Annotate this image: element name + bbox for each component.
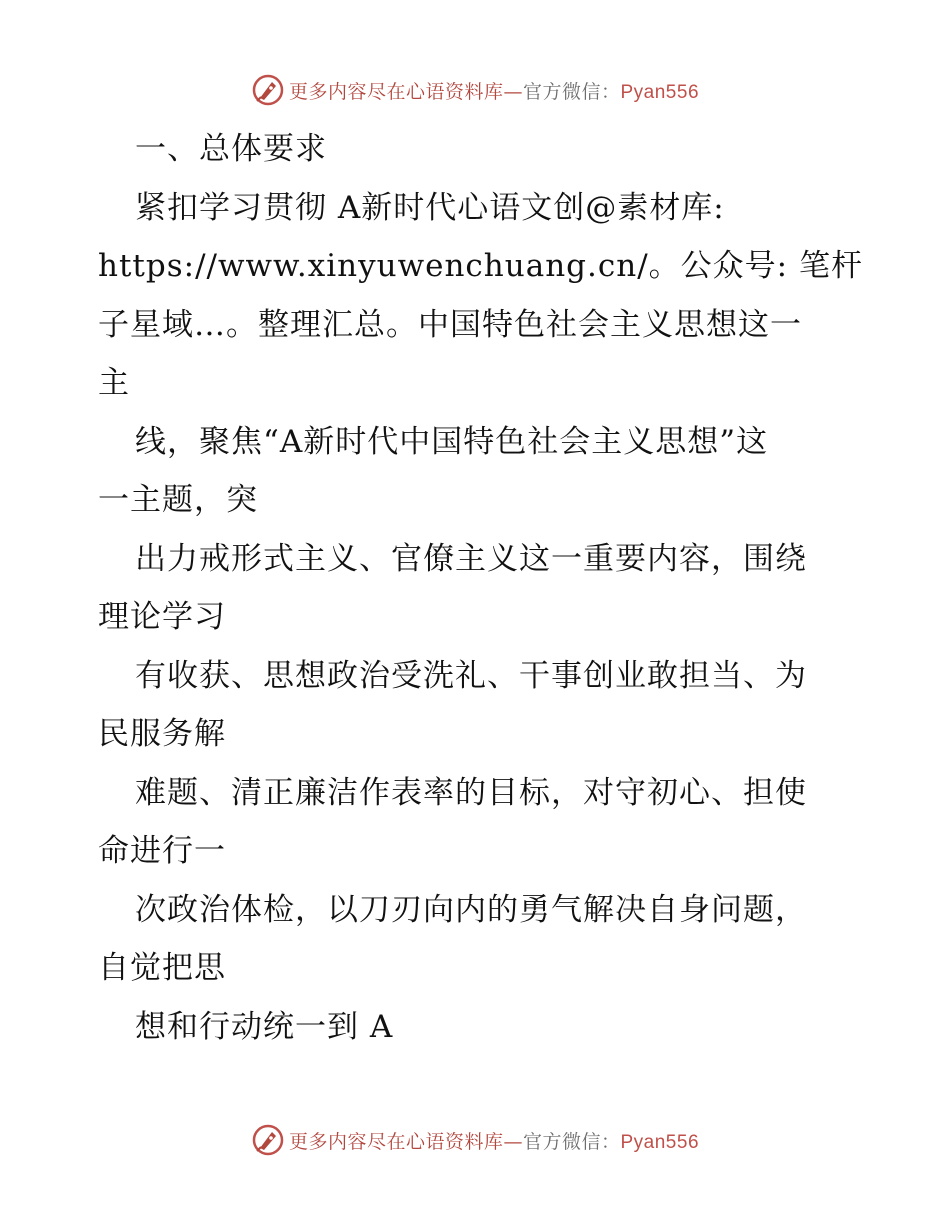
paragraph-line: 命进行一 [98, 833, 226, 869]
pen-nib-logo-icon [251, 1123, 285, 1157]
paragraph-line: 出力戒形式主义、官僚主义这一重要内容，围绕 [135, 540, 807, 577]
paragraph-line: 主 [98, 365, 130, 401]
paragraph-line: 民服务解 [98, 716, 226, 752]
paragraph-line: https://www.xinyuwenchuang.cn/。公众号: 笔杆 [98, 248, 863, 284]
paragraph-line: 自觉把思 [98, 950, 226, 986]
header-banner [0, 70, 950, 110]
paragraph-line: 子星域…。整理汇总。中国特色社会主义思想这一 [98, 306, 802, 343]
paragraph-line: 有收获、思想政治受洗礼、干事创业敢担当、为 [135, 657, 807, 694]
paragraph-line: 想和行动统一到 A [135, 1008, 394, 1045]
section-heading: 一、总体要求 [135, 131, 327, 167]
banner-text: 更多内容尽在心语资料库—官方微信：Pyan556 [288, 1130, 700, 1153]
paragraph-line: 线，聚焦“A新时代中国特色社会主义思想”这 [135, 423, 769, 460]
paragraph-line: 理论学习 [98, 599, 226, 635]
paragraph-line: 紧扣学习贯彻 A新时代心语文创@素材库: [135, 189, 725, 226]
footer-banner [0, 1120, 950, 1160]
paragraph-line: 次政治体检，以刀刃向内的勇气解决自身问题， [135, 891, 807, 928]
paragraph-line: 一主题，突 [98, 482, 258, 518]
paragraph-line: 难题、清正廉洁作表率的目标，对守初心、担使 [135, 774, 807, 811]
banner-text: 更多内容尽在心语资料库—官方微信：Pyan556 [288, 80, 700, 103]
pen-nib-logo-icon [251, 73, 285, 107]
document-body [98, 120, 863, 1056]
